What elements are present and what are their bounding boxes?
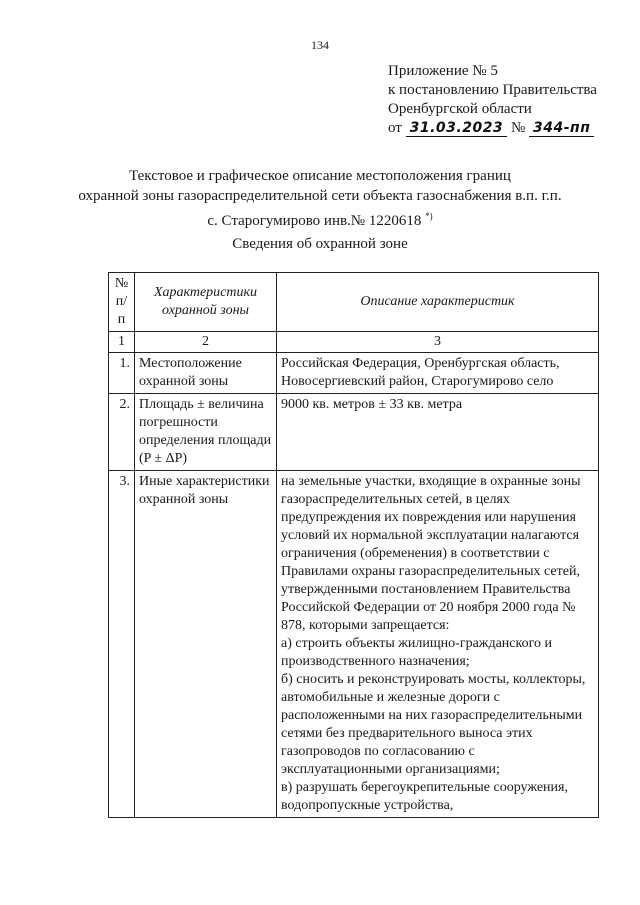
column-index-row: [109, 332, 599, 353]
row-number: 2.: [109, 394, 135, 471]
date-prefix: от: [388, 120, 402, 136]
row-number: 1.: [109, 353, 135, 394]
row-description: [277, 353, 599, 394]
description-paragraph: в) разрушать берегоукрепительные сооружения, водопропускные устройства,: [281, 780, 568, 813]
header-description: Описание характеристик: [277, 273, 599, 332]
page-number: 134: [311, 38, 329, 52]
order-date-number-line: [388, 119, 597, 138]
description-paragraph: Российская Федерация, Оренбургская область, Новосергиевский район, Старогумирово село: [281, 356, 560, 389]
row-characteristic: Площадь ± величина погрешности определения площади (P ± ΔP): [135, 394, 277, 471]
row-description: [277, 394, 599, 471]
footnote-mark: *): [425, 211, 433, 221]
column-index: 1: [109, 332, 135, 353]
description-paragraph: 9000 кв. метров ± 33 кв. метра: [281, 397, 463, 412]
handwritten-number: 344-пп: [529, 120, 594, 137]
column-index: 3: [277, 332, 599, 353]
appendix-header: [388, 62, 597, 138]
header-characteristics: Характеристики охранной зоны: [135, 273, 277, 332]
appendix-region-line: Оренбургской области: [388, 101, 532, 117]
table-row: [109, 471, 599, 818]
description-paragraph: б) сносить и реконструировать мосты, коллекторы, автомобильные и железные дороги с расположенными на них газораспределительными сетями без предварительного выноса этих газопроводов по согласованию с эксплуатационными организациями;: [281, 672, 586, 777]
section-subtitle: Сведения об охранной зоне: [232, 236, 408, 252]
row-characteristic: Иные характеристики охранной зоны: [135, 471, 277, 818]
column-index: 2: [135, 332, 277, 353]
header-number: № п/п: [109, 273, 135, 332]
title-line-1: Текстовое и графическое описание местоположения границ: [129, 168, 511, 184]
description-paragraph: а) строить объекты жилищно-гражданского и производственного назначения;: [281, 636, 552, 669]
description-paragraph: на земельные участки, входящие в охранные зоны газораспределительных сетей, в целях предупреждения их повреждения или нарушения условий их нормальной эксплуатации налагаются ограничения (обременения) в соответствии с Правилами охраны газораспределительных сетей, утвержденными постановлением Правительства Российской Федерации от 20 ноября 2000 года № 878, которыми запрещается:: [281, 474, 581, 633]
appendix-title: Приложение № 5: [388, 63, 498, 79]
protection-zone-table: [108, 272, 599, 818]
row-description: [277, 471, 599, 818]
title-line-2: охранной зоны газораспределительной сети объекта газоснабжения в.п. г.п.: [78, 188, 562, 204]
number-sign: №: [510, 120, 526, 136]
document-title: [40, 166, 600, 231]
table-row: [109, 394, 599, 471]
handwritten-date: 31.03.2023: [406, 120, 508, 137]
row-characteristic: Местоположение охранной зоны: [135, 353, 277, 394]
row-number: 3.: [109, 471, 135, 818]
title-line-3-text: с. Старогумирово инв.№ 1220618: [207, 213, 422, 229]
table-row: [109, 353, 599, 394]
table-header-row: [109, 273, 599, 332]
appendix-resolution-line: к постановлению Правительства: [388, 82, 597, 98]
title-line-3: [40, 206, 600, 231]
